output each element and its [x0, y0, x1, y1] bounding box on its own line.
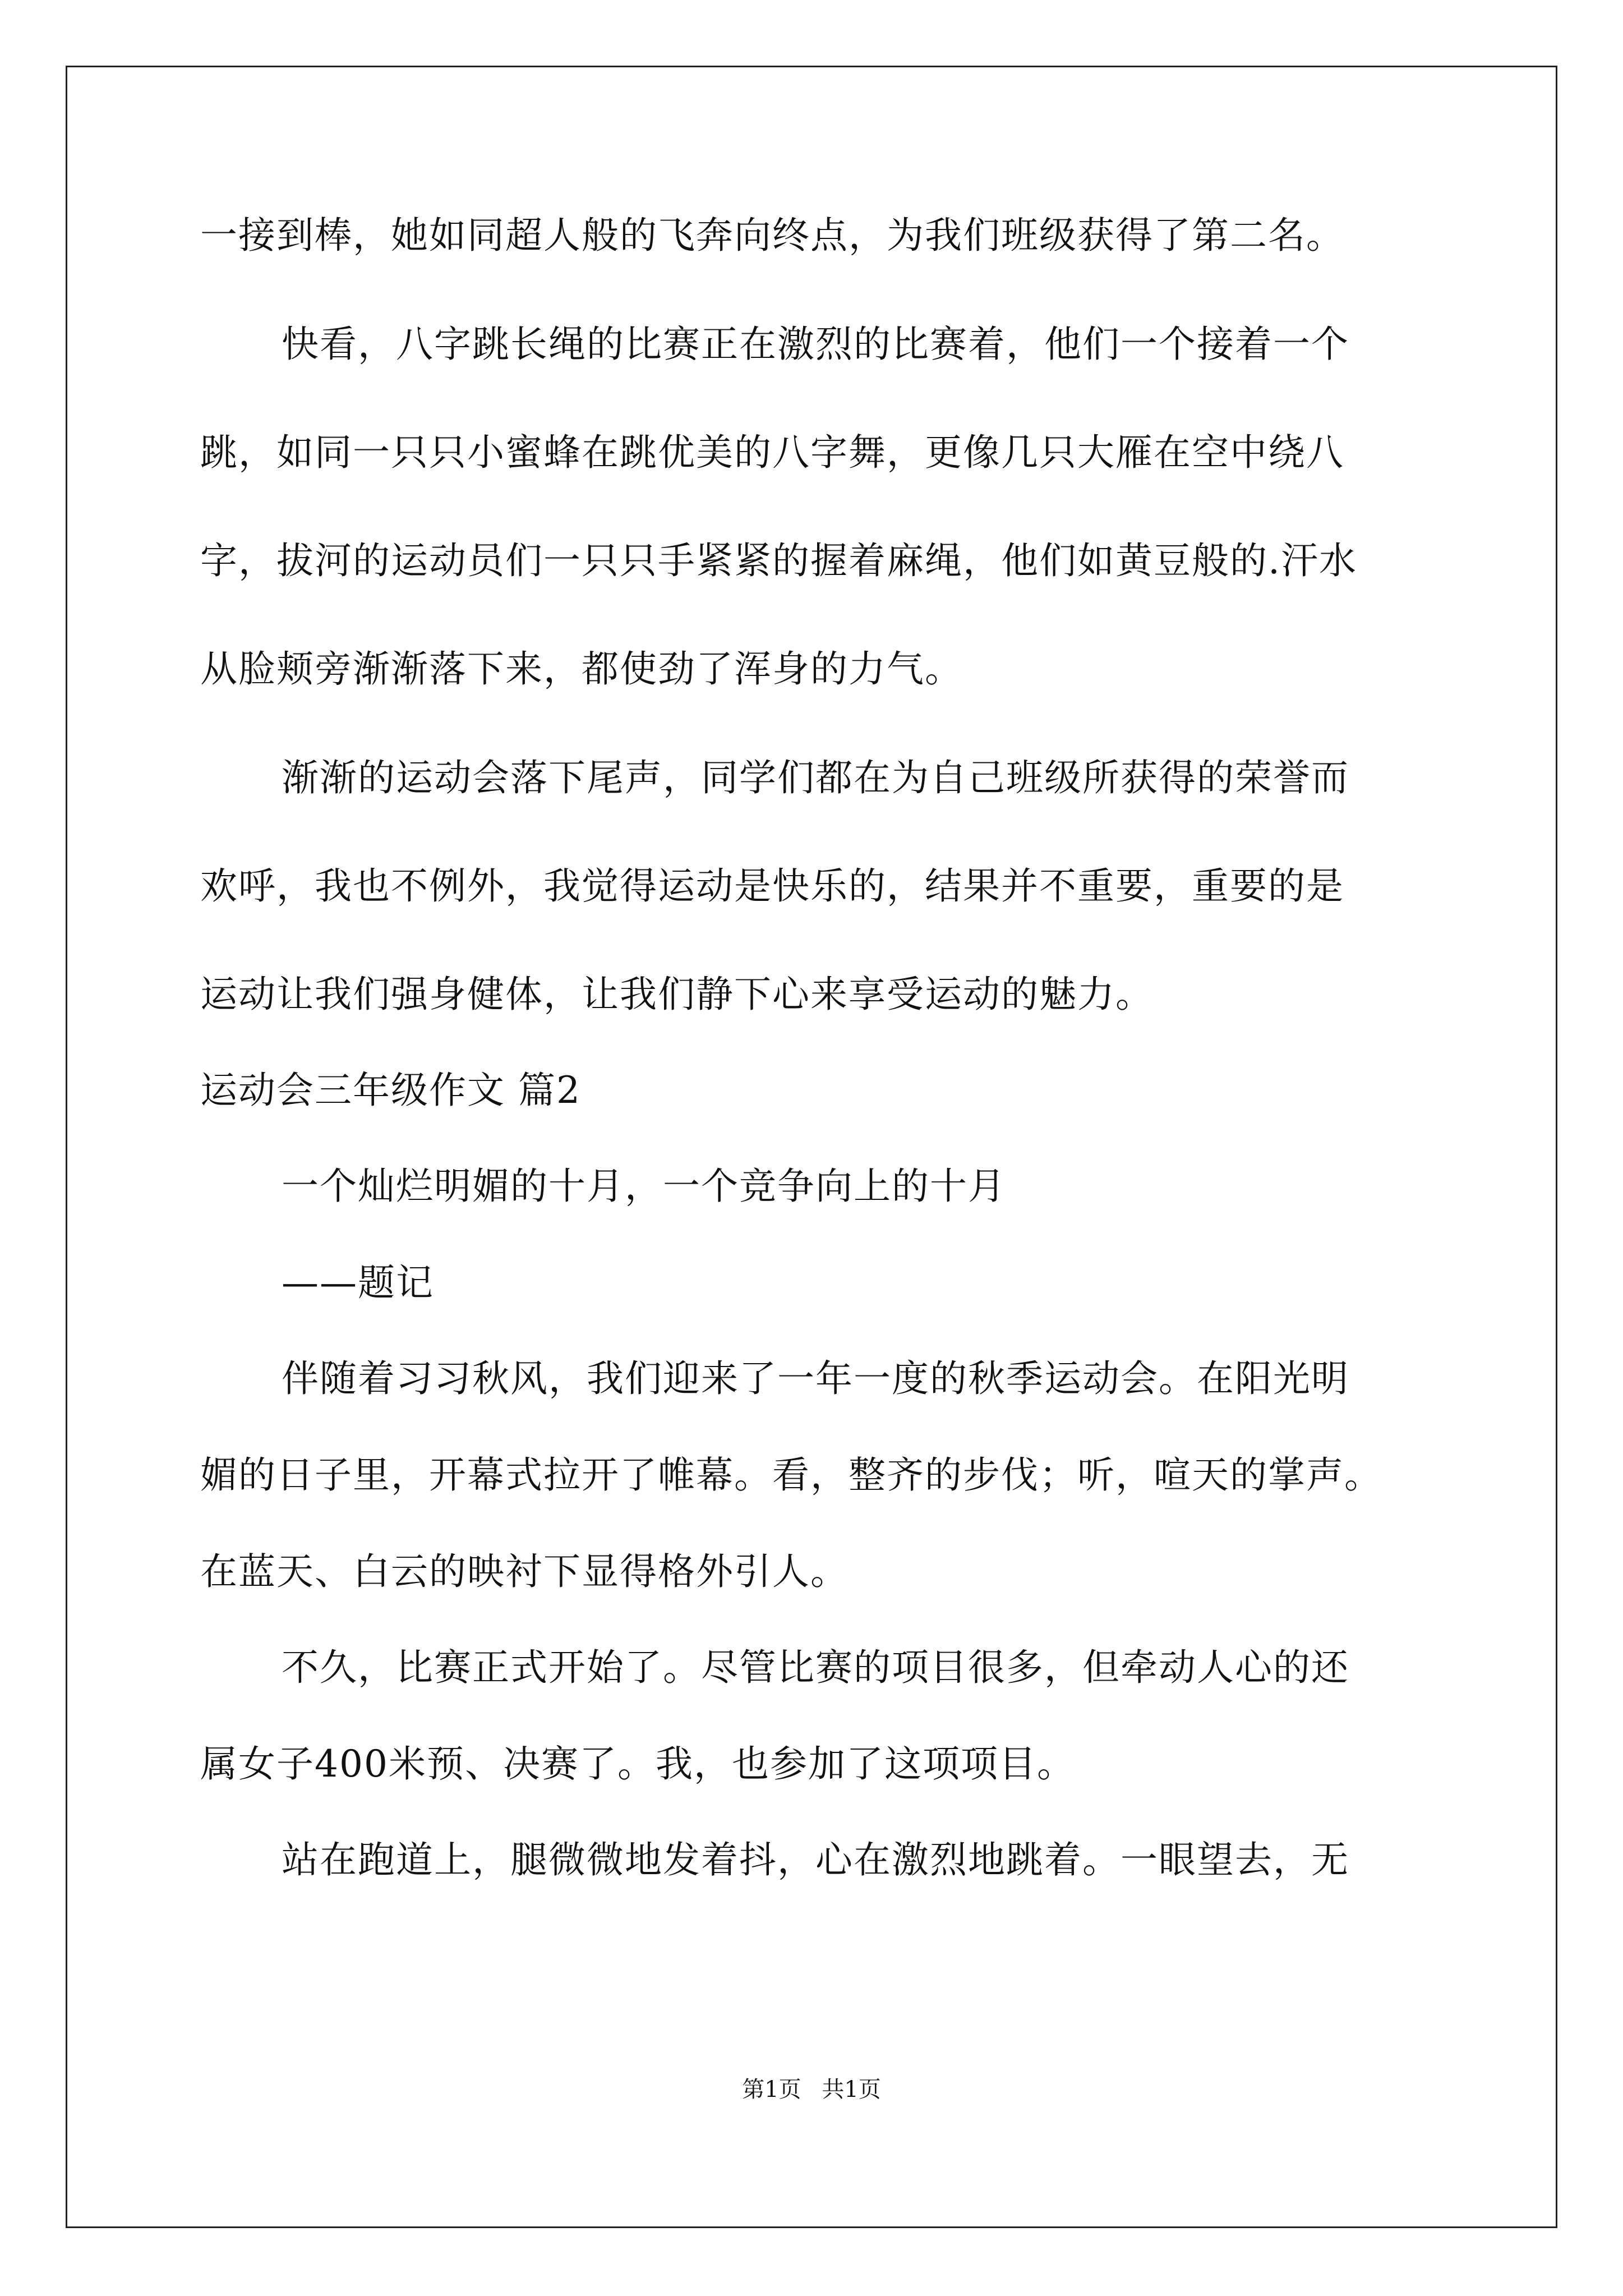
page-border	[66, 66, 1557, 2228]
epigraph-line: 一个灿烂明媚的十月，一个竞争向上的十月	[282, 1165, 1006, 1208]
text-line: 在蓝天、白云的映衬下显得格外引人。	[200, 1550, 849, 1593]
text-line: 跳，如同一只只小蜜蜂在跳优美的八字舞，更像几只大雁在空中绕八	[200, 431, 1344, 474]
paragraph-start-line: 不久，比赛正式开始了。尽管比赛的项目很多，但牵动人心的还	[282, 1646, 1349, 1689]
paragraph-start-line: 渐渐的运动会落下尾声，同学们都在为自己班级所获得的荣誉而	[282, 756, 1349, 799]
text-line: 欢呼，我也不例外，我觉得运动是快乐的，结果并不重要，重要的是	[200, 864, 1344, 908]
section-heading: 运动会三年级作文 篇2	[200, 1069, 581, 1112]
text-line: 媚的日子里，开幕式拉开了帷幕。看，整齐的步伐；听，喧天的掌声。	[200, 1453, 1382, 1497]
text-line: 字，拔河的运动员们一只只手紧紧的握着麻绳，他们如黄豆般的.汗水	[200, 539, 1357, 582]
text-line: 属女子400米预、决赛了。我，也参加了这项项目。	[200, 1742, 1075, 1786]
text-line: 从脸颊旁渐渐落下来，都使劲了浑身的力气。	[200, 647, 963, 691]
page-footer	[0, 2076, 1623, 2104]
epigraph-attribution: ——题记	[282, 1261, 434, 1304]
text-line: 一接到棒，她如同超人般的飞奔向终点，为我们班级获得了第二名。	[200, 214, 1344, 257]
paragraph-start-line: 快看，八字跳长绳的比赛正在激烈的比赛着，他们一个接着一个	[282, 323, 1349, 366]
paragraph-start-line: 伴随着习习秋风，我们迎来了一年一度的秋季运动会。在阳光明	[282, 1357, 1349, 1400]
paragraph-start-line: 站在跑道上，腿微微地发着抖，心在激烈地跳着。一眼望去，无	[282, 1838, 1349, 1881]
page-number: 第1页	[742, 2077, 801, 2102]
text-line: 运动让我们强身健体，让我们静下心来享受运动的魅力。	[200, 973, 1154, 1016]
page-total: 共1页	[822, 2077, 881, 2102]
